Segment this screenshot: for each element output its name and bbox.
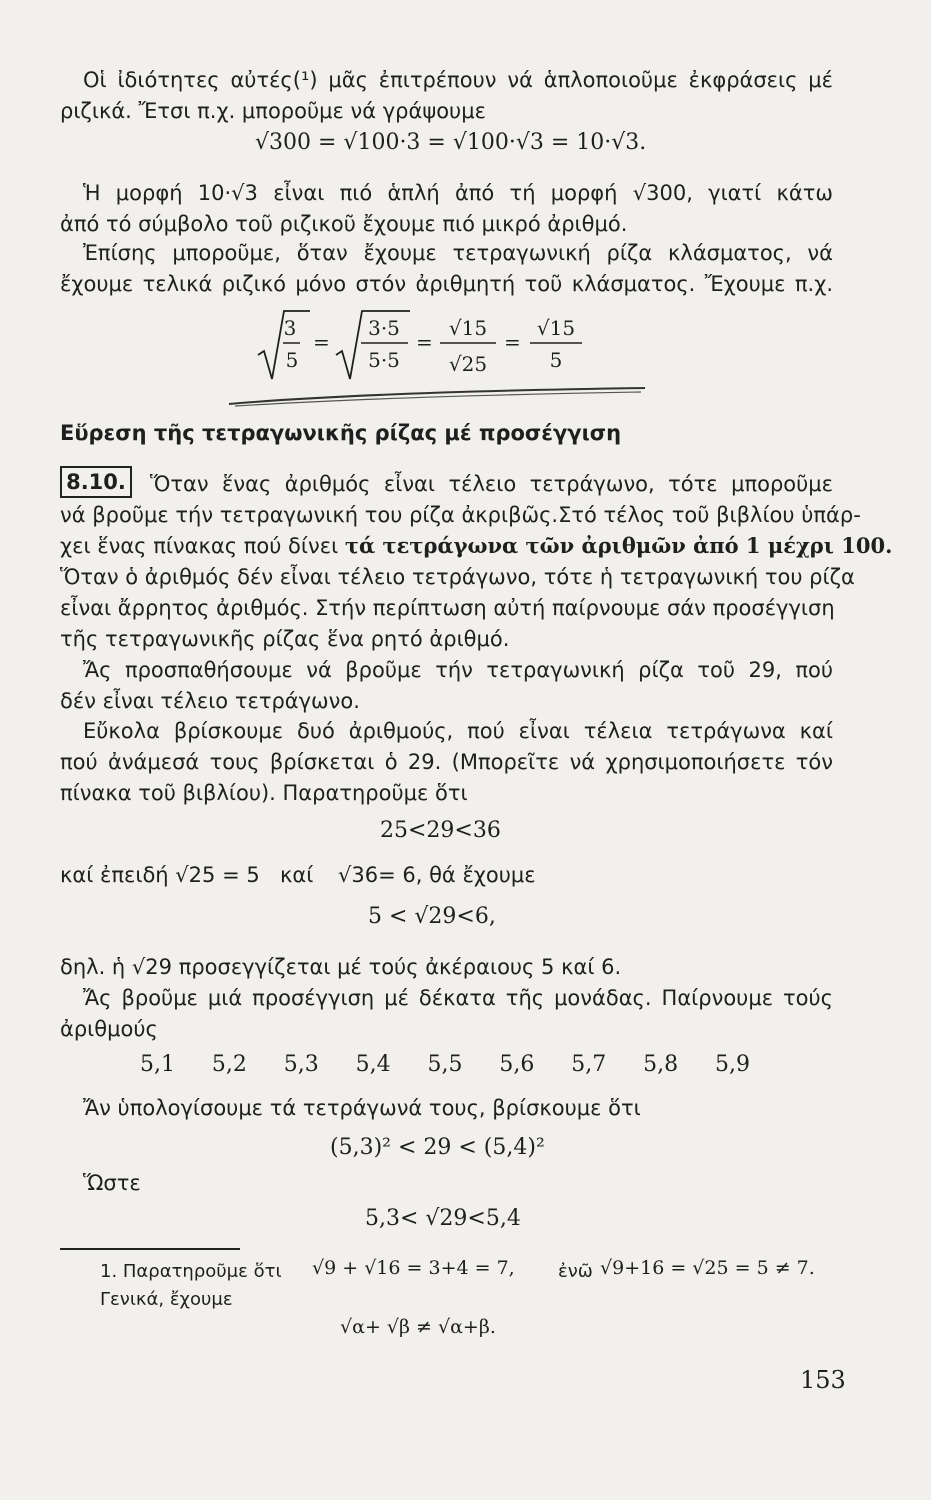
list-item: 5,4: [355, 1052, 391, 1077]
text-line: Εὔκολα βρίσκουμε δυό ἀριθμούς, πού εἶναι τέλεια τετράγωνα καί: [83, 719, 833, 743]
text-line: ἔχουμε τελικά ριζικό μόνο στόν ἀριθμητή τοῦ κλάσματος. Ἔχουμε π.χ.: [60, 272, 833, 296]
frac-b-den: 5·5: [368, 348, 400, 372]
text-line: Ἄν ὑπολογίσουμε τά τετράγωνά τους, βρίσκουμε ὅτι: [83, 1096, 641, 1120]
text-line: ριζικά. Ἔτσι π.χ. μποροῦμε νά γράψουμε: [60, 99, 486, 123]
text-line: Ὅταν ἕνας ἀριθμός εἶναι τέλειο τετράγωνο, τότε μποροῦμε: [150, 472, 833, 496]
equals-sign: =: [313, 330, 330, 354]
inequality: 25<29<36: [380, 818, 501, 843]
text-line: Οἱ ἰδιότητες αὐτές(¹) μᾶς ἐπιτρέπουν νά ἁπλοποιοῦμε ἐκφράσεις μέ: [83, 68, 833, 92]
footnote-separator: [60, 1248, 240, 1250]
frac-d-num: √15: [536, 316, 576, 340]
inequality: (5,3)² < 29 < (5,4)²: [330, 1135, 545, 1160]
text-line: καί: [280, 863, 314, 887]
text-line: τῆς τετραγωνικῆς ρίζας ἕνα ρητό ἀριθμό.: [60, 627, 510, 651]
frac-a-den: 5: [285, 348, 299, 372]
number-list: [140, 1052, 750, 1077]
text-line: [60, 533, 892, 559]
emphasis-text: τά τετράγωνα τῶν ἀριθμῶν ἀπό 1 μέχρι 100.: [344, 533, 893, 558]
text-line: εἶναι ἄρρητος ἀριθμός. Στήν περίπτωση αὐτή παίρνουμε σάν προσέγγιση: [60, 596, 835, 620]
text-line: ἀπό τό σύμβολο τοῦ ριζικοῦ ἔχουμε πιό μικρό ἀριθμό.: [60, 212, 628, 236]
text-line: Ὅταν ὁ ἀριθμός δέν εἶναι τέλειο τετράγωνο, τότε ἡ τετραγωνική του ρίζα: [60, 565, 855, 589]
footnote-math: √9+16 = √25 = 5 ≠ 7.: [600, 1257, 815, 1279]
frac-d-den: 5: [549, 348, 563, 372]
list-item: 5,2: [211, 1052, 247, 1077]
frac-c-num: √15: [448, 316, 488, 340]
section-heading: Εὕρεση τῆς τετραγωνικῆς ρίζας μέ προσέγγιση: [60, 421, 622, 445]
list-item: 5,8: [643, 1052, 679, 1077]
text-line: Ἄς βροῦμε μιά προσέγγιση μέ δέκατα τῆς μονάδας. Παίρνουμε τούς: [83, 986, 833, 1010]
footnote-math: √9 + √16 = 3+4 = 7,: [312, 1257, 515, 1279]
text-line: Ἐπίσης μποροῦμε, ὅταν ἔχουμε τετραγωνική ρίζα κλάσματος, νά: [83, 241, 833, 265]
text-line: ἀριθμούς: [60, 1017, 158, 1041]
pen-stroke-mark: [225, 380, 655, 410]
text-line: πίνακα τοῦ βιβλίου). Παρατηροῦμε ὅτι: [60, 781, 468, 805]
text-line: √36= 6, θά ἔχουμε: [338, 863, 536, 887]
list-item: 5,9: [715, 1052, 750, 1077]
fraction-radical-equation: [250, 305, 630, 385]
text-line: δηλ. ἡ √29 προσεγγίζεται μέ τούς ἀκέραιους 5 καί 6.: [60, 955, 622, 979]
list-item: 5,5: [427, 1052, 463, 1077]
radical-equation: √300 = √100·3 = √100·√3 = 10·√3.: [255, 130, 647, 155]
text-line: πού ἀνάμεσά τους βρίσκεται ὁ 29. (Μπορεῖτε νά χρησιμοποιήσετε τόν: [60, 750, 833, 774]
text-line: νά βροῦμε τήν τετραγωνική του ρίζα ἀκριβῶς.Στό τέλος τοῦ βιβλίου ὑπάρ-: [60, 503, 861, 527]
text-line: Ἄς προσπαθήσουμε νά βροῦμε τήν τετραγωνική ρίζα τοῦ 29, πού: [83, 658, 833, 682]
list-item: 5,1: [140, 1052, 175, 1077]
frac-a-num: 3: [283, 316, 297, 340]
text-line: δέν εἶναι τέλειο τετράγωνο.: [60, 689, 360, 713]
text-span: χει ἕνας πίνακας πού δίνει: [60, 534, 345, 558]
list-item: 5,3: [283, 1052, 319, 1077]
footnote-text: ἐνῶ: [558, 1261, 593, 1282]
inequality: 5,3< √29<5,4: [365, 1206, 521, 1231]
section-number-box: 8.10.: [60, 466, 132, 498]
footnote-math: √α+ √β ≠ √α+β.: [340, 1316, 496, 1338]
frac-b-num: 3·5: [368, 316, 400, 340]
equals-sign: =: [504, 330, 521, 354]
page-number: 153: [800, 1366, 846, 1394]
footnote-text: Γενικά, ἔχουμε: [100, 1289, 233, 1310]
equals-sign: =: [416, 330, 433, 354]
text-line: Ἡ μορφή 10·√3 εἶναι πιό ἁπλή ἀπό τή μορφή √300, γιατί κάτω: [83, 181, 833, 205]
text-line: καί ἐπειδή √25 = 5: [60, 863, 260, 887]
inequality: 5 < √29<6,: [368, 904, 496, 929]
frac-c-den: √25: [448, 352, 488, 376]
list-item: 5,6: [499, 1052, 535, 1077]
list-item: 5,7: [571, 1052, 607, 1077]
footnote-text: 1. Παρατηροῦμε ὅτι: [100, 1261, 282, 1282]
text-line: Ὥστε: [83, 1171, 141, 1195]
